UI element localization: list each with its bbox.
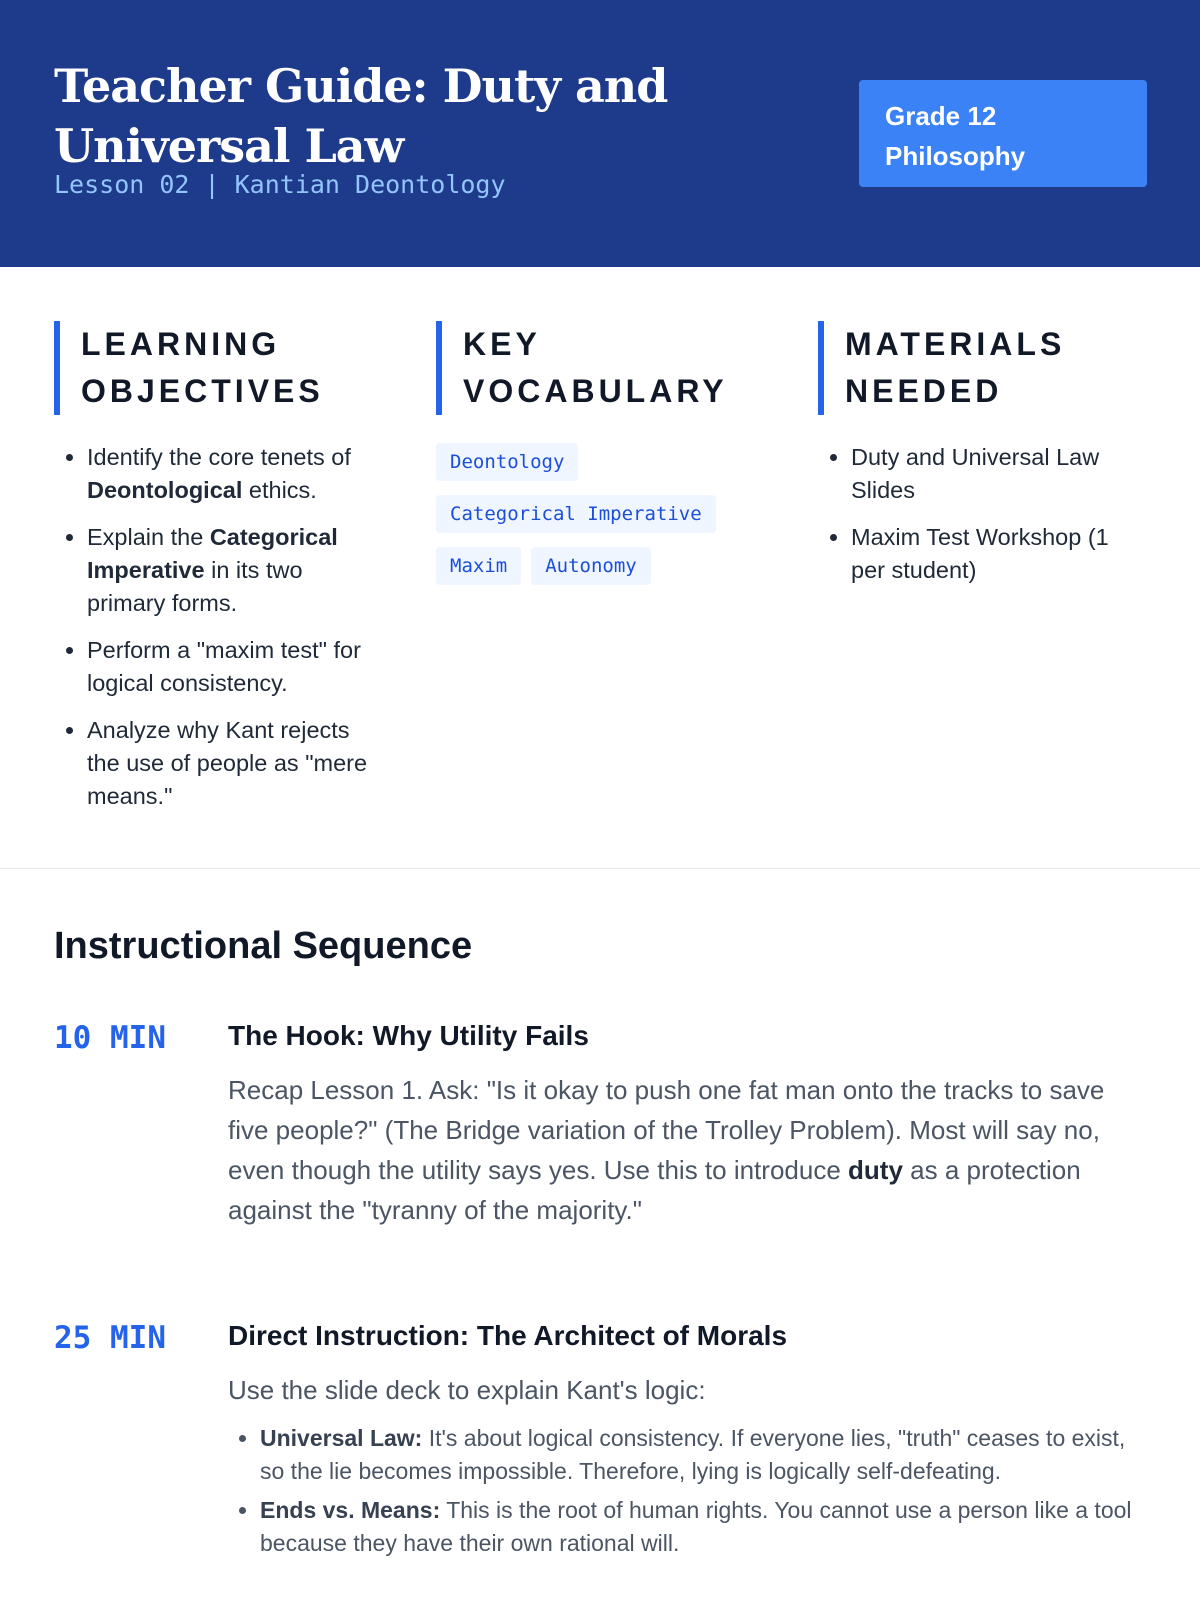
- vocab-tag: Maxim: [436, 547, 521, 585]
- step-body: [228, 1316, 1148, 1560]
- key-vocabulary-heading: KEY VOCABULARY: [436, 321, 766, 415]
- instructional-sequence-heading: Instructional Sequence: [54, 925, 473, 967]
- learning-objectives-heading: LEARNING OBJECTIVES: [54, 321, 384, 415]
- materials-list: [818, 441, 1148, 587]
- step-bullet-list: [228, 1422, 1148, 1560]
- key-vocabulary-section: [436, 321, 766, 599]
- grade-badge: [859, 80, 1147, 187]
- objectives-list: [54, 441, 384, 813]
- step-description: Recap Lesson 1. Ask: "Is it okay to push one fat man onto the tracks to save five people?" (The Bridge variation of the Trolley Problem). Most will say no, even though the utility says yes. Use this to introduce duty as a protection against the "tyranny of the majority.": [228, 1075, 1105, 1225]
- objective-item: • Analyze why Kant rejects the use of people as "mere means.": [87, 714, 384, 813]
- step-body: [228, 1016, 1148, 1230]
- vocab-tag: Categorical Imperative: [436, 495, 716, 533]
- sequence-step: [54, 1316, 1154, 1566]
- objective-item: • Explain the Categorical Imperative in its two primary forms.: [87, 521, 384, 620]
- materials-needed-heading: MATERIALS NEEDED: [818, 321, 1148, 415]
- step-description: Use the slide deck to explain Kant's logic:: [228, 1375, 706, 1405]
- material-item: • Maxim Test Workshop (1 per student): [851, 521, 1148, 587]
- material-item: • Duty and Universal Law Slides: [851, 441, 1148, 507]
- step-bullet: • Ends vs. Means: This is the root of human rights. You cannot use a person like a tool because they have their own rational will.: [260, 1494, 1148, 1560]
- grade-subject: Philosophy: [885, 141, 1026, 171]
- sequence-step: [54, 1016, 1154, 1230]
- overview-columns: [0, 267, 1200, 869]
- page-title: Teacher Guide: Duty and Universal Law: [54, 59, 668, 173]
- grade-level: Grade 12: [885, 101, 997, 131]
- step-duration: 25 MIN: [54, 1320, 166, 1356]
- step-bullet: • Universal Law: It's about logical consistency. If everyone lies, "truth" ceases to exist, so the lie becomes impossible. Therefore, lying is logically self-defeating.: [260, 1422, 1148, 1488]
- step-title: The Hook: Why Utility Fails: [228, 1020, 589, 1051]
- lesson-subtitle: Lesson 02 | Kantian Deontology: [54, 170, 506, 199]
- vocab-tag: Deontology: [436, 443, 578, 481]
- step-duration: 10 MIN: [54, 1020, 166, 1056]
- objective-item: • Identify the core tenets of Deontological ethics.: [87, 441, 384, 507]
- objective-item: • Perform a "maxim test" for logical consistency.: [87, 634, 384, 700]
- vocab-tag: Autonomy: [531, 547, 651, 585]
- learning-objectives-section: [54, 321, 384, 827]
- vocabulary-tags: [436, 443, 776, 599]
- lesson-header: [0, 0, 1200, 267]
- step-title: Direct Instruction: The Architect of Morals: [228, 1320, 788, 1351]
- materials-needed-section: [818, 321, 1148, 601]
